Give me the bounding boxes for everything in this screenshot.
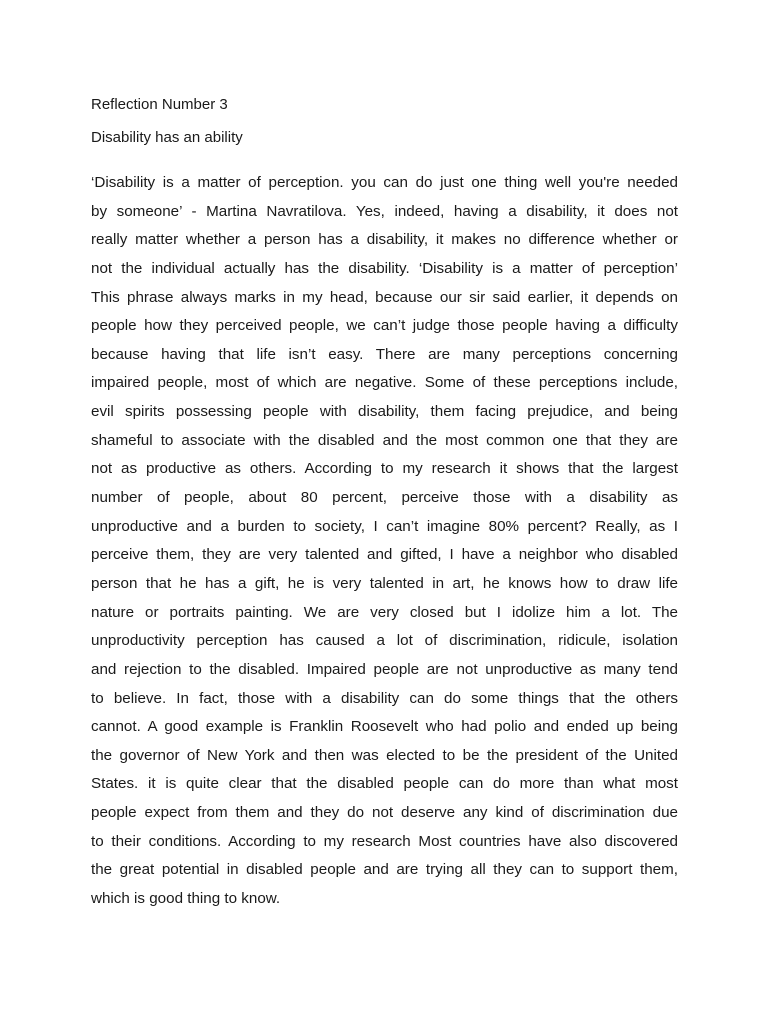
paragraph-line: not the individual actually has the disability. ‘Disability is a matter of perception’ [91,259,678,277]
paragraph-line: impaired people, most of which are negative. Some of these perceptions include, [91,374,678,392]
paragraph-line: evil spirits possessing people with disability, them facing prejudice, and being [91,403,678,421]
paragraph-line: which is good thing to know. [91,890,281,908]
paragraph-line: person that he has a gift, he is very talented in art, he knows how to draw life [91,574,678,592]
paragraph-line: shameful to associate with the disabled and the most common one that they are [91,431,678,449]
paragraph-line: people expect from them and they do not deserve any kind of discrimination due [91,804,678,822]
paragraph-line: the great potential in disabled people and are trying all they can to support them, [91,861,678,879]
paragraph-line: ‘Disability is a matter of perception. you can do just one thing well you're needed [91,174,678,191]
document-title: Reflection Number 3 [91,96,228,113]
paragraph-line: really matter whether a person has a disability, it makes no difference whether or [91,231,678,249]
paragraph-line: by someone’ - Martina Navratilova. Yes, indeed, having a disability, it does not [91,202,678,220]
paragraph-line: unproductive and a burden to society, I can’t imagine 80% percent? Really, as I [91,517,678,535]
paragraph-line: This phrase always marks in my head, because our sir said earlier, it depends on [91,288,678,306]
paragraph-line: to believe. In fact, those with a disability can do some things that the others [91,689,678,707]
body-paragraph [91,169,678,914]
document-subtitle: Disability has an ability [91,129,243,146]
paragraph-line: cannot. A good example is Franklin Roosevelt who had polio and ended up being [91,718,678,736]
paragraph-line: States. it is quite clear that the disabled people can do more than what most [91,775,678,793]
paragraph-line: because having that life isn’t easy. There are many perceptions concerning [91,345,678,363]
paragraph-line: nature or portraits painting. We are very closed but I idolize him a lot. The [91,603,678,621]
paragraph-line: number of people, about 80 percent, perceive those with a disability as [91,489,678,507]
paragraph-line: people how they perceived people, we can’t judge those people having a difficulty [91,317,678,335]
paragraph-line: and rejection to the disabled. Impaired people are not unproductive as many tend [91,660,678,678]
paragraph-line: to their conditions. According to my research Most countries have also discovered [91,832,678,850]
paragraph-line: the governor of New York and then was elected to be the president of the United [91,746,678,764]
paragraph-line: perceive them, they are very talented and gifted, I have a neighbor who disabled [91,546,678,564]
paragraph-line: not as productive as others. According to my research it shows that the largest [91,460,678,478]
paragraph-line: unproductivity perception has caused a lot of discrimination, ridicule, isolation [91,632,678,650]
